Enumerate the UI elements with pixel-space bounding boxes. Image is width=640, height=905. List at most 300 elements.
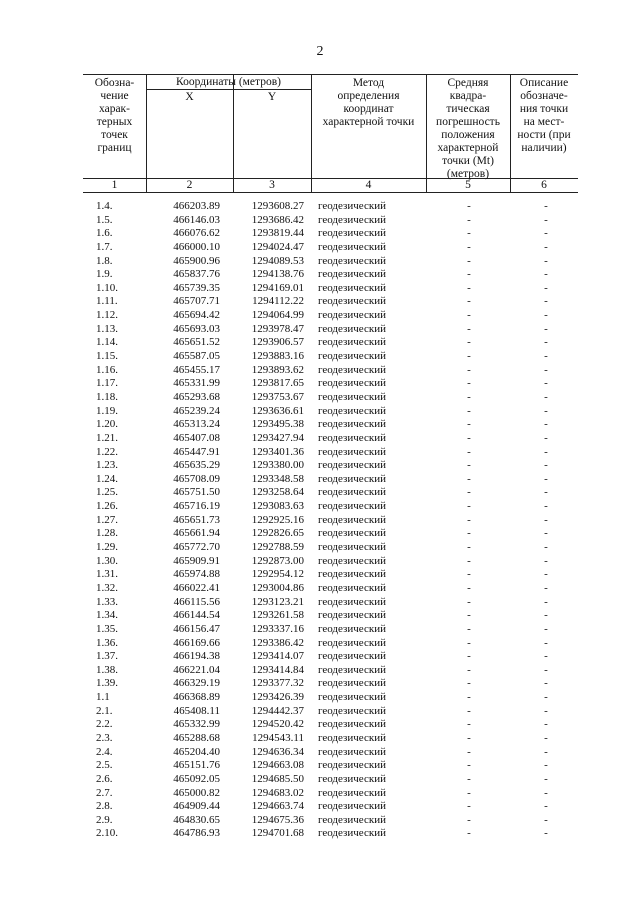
description-value: - bbox=[544, 527, 548, 540]
coord-x: 466194.38 bbox=[173, 650, 220, 663]
method: геодезический bbox=[318, 704, 386, 717]
coord-y: 1293401.36 bbox=[251, 445, 304, 458]
table-row bbox=[0, 282, 640, 296]
table-row bbox=[0, 609, 640, 623]
description-value: - bbox=[544, 609, 548, 622]
column-number: 4 bbox=[365, 179, 372, 191]
coord-y: 1293753.67 bbox=[251, 390, 304, 403]
table-row bbox=[0, 391, 640, 405]
point-id: 1.10. bbox=[96, 281, 118, 294]
point-id: 1.15. bbox=[96, 350, 118, 363]
coord-y: 1294663.08 bbox=[251, 759, 304, 772]
table-row bbox=[0, 473, 640, 487]
coord-y: 1292954.12 bbox=[251, 568, 304, 581]
table-row bbox=[0, 268, 640, 282]
coord-x: 464909.44 bbox=[173, 800, 220, 813]
method: геодезический bbox=[318, 581, 386, 594]
column-number: 1 bbox=[111, 179, 118, 191]
method: геодезический bbox=[318, 295, 386, 308]
point-id: 2.1. bbox=[96, 704, 113, 717]
error-value: - bbox=[467, 200, 471, 212]
table-row bbox=[0, 514, 640, 528]
coord-y: 1294636.34 bbox=[251, 745, 304, 758]
coord-x: 465447.91 bbox=[173, 445, 220, 458]
description-value: - bbox=[544, 636, 548, 649]
method: геодезический bbox=[318, 663, 386, 676]
method: геодезический bbox=[318, 322, 386, 335]
description-value: - bbox=[544, 200, 548, 212]
method: геодезический bbox=[318, 431, 386, 444]
coord-x: 465651.52 bbox=[173, 336, 220, 349]
coord-y: 1293426.39 bbox=[251, 691, 304, 704]
point-id: 1.12. bbox=[96, 309, 118, 322]
table-row bbox=[0, 800, 640, 814]
table-row bbox=[0, 227, 640, 241]
point-id: 1.9. bbox=[96, 268, 113, 281]
error-value: - bbox=[467, 827, 471, 840]
error-value: - bbox=[467, 404, 471, 417]
method: геодезический bbox=[318, 404, 386, 417]
error-value: - bbox=[467, 363, 471, 376]
coord-x: 465661.94 bbox=[173, 527, 220, 540]
coord-y: 1293817.65 bbox=[251, 377, 304, 390]
error-value: - bbox=[467, 772, 471, 785]
table-row bbox=[0, 200, 640, 214]
method: геодезический bbox=[318, 745, 386, 758]
description-value: - bbox=[544, 445, 548, 458]
table-row bbox=[0, 555, 640, 569]
coord-y: 1293906.57 bbox=[251, 336, 304, 349]
point-id: 1.25. bbox=[96, 486, 118, 499]
description-value: - bbox=[544, 254, 548, 267]
point-id: 2.5. bbox=[96, 759, 113, 772]
table-row bbox=[0, 718, 640, 732]
point-id: 1.20. bbox=[96, 418, 118, 431]
error-value: - bbox=[467, 254, 471, 267]
table-row bbox=[0, 405, 640, 419]
table-row bbox=[0, 787, 640, 801]
description-value: - bbox=[544, 677, 548, 690]
coord-x: 465772.70 bbox=[173, 541, 220, 554]
method: геодезический bbox=[318, 527, 386, 540]
error-value: - bbox=[467, 581, 471, 594]
header-method: Метод определения координат характерной точки bbox=[322, 77, 415, 128]
coord-y: 1293883.16 bbox=[251, 350, 304, 363]
method: геодезический bbox=[318, 377, 386, 390]
description-value: - bbox=[544, 513, 548, 526]
method: геодезический bbox=[318, 309, 386, 322]
error-value: - bbox=[467, 759, 471, 772]
description-value: - bbox=[544, 786, 548, 799]
point-id: 2.4. bbox=[96, 745, 113, 758]
column-number: 3 bbox=[269, 179, 275, 191]
method: геодезический bbox=[318, 486, 386, 499]
error-value: - bbox=[467, 718, 471, 731]
method: геодезический bbox=[318, 759, 386, 772]
coord-y: 1293893.62 bbox=[251, 363, 304, 376]
description-value: - bbox=[544, 309, 548, 322]
method: геодезический bbox=[318, 541, 386, 554]
coord-y: 1294701.68 bbox=[251, 827, 304, 840]
method: геодезический bbox=[318, 677, 386, 690]
coord-y: 1293819.44 bbox=[251, 227, 304, 240]
coord-x: 466000.10 bbox=[173, 240, 220, 253]
error-value: - bbox=[467, 377, 471, 390]
error-value: - bbox=[467, 486, 471, 499]
description-value: - bbox=[544, 554, 548, 567]
point-id: 1.21. bbox=[96, 431, 118, 444]
table-row bbox=[0, 323, 640, 337]
table-row bbox=[0, 309, 640, 323]
point-id: 1.31. bbox=[96, 568, 118, 581]
method: геодезический bbox=[318, 445, 386, 458]
error-value: - bbox=[467, 390, 471, 403]
table-row bbox=[0, 255, 640, 269]
method: геодезический bbox=[318, 595, 386, 608]
description-value: - bbox=[544, 827, 548, 840]
coord-y: 1294675.36 bbox=[251, 813, 304, 826]
coord-y: 1294089.53 bbox=[251, 254, 304, 267]
description-value: - bbox=[544, 745, 548, 758]
error-value: - bbox=[467, 622, 471, 635]
description-value: - bbox=[544, 336, 548, 349]
coord-x: 465909.91 bbox=[173, 554, 220, 567]
point-id: 1.39. bbox=[96, 677, 118, 690]
description-value: - bbox=[544, 295, 548, 308]
table-row bbox=[0, 677, 640, 691]
description-value: - bbox=[544, 650, 548, 663]
description-value: - bbox=[544, 813, 548, 826]
table-row bbox=[0, 827, 640, 841]
coord-x: 466203.89 bbox=[173, 200, 220, 212]
coord-y: 1293414.84 bbox=[251, 663, 304, 676]
description-value: - bbox=[544, 431, 548, 444]
coord-y: 1294024.47 bbox=[251, 240, 304, 253]
coord-x: 465694.42 bbox=[173, 309, 220, 322]
point-id: 2.7. bbox=[96, 786, 113, 799]
point-id: 2.10. bbox=[96, 827, 118, 840]
description-value: - bbox=[544, 459, 548, 472]
coord-x: 465407.08 bbox=[173, 431, 220, 444]
table-row bbox=[0, 459, 640, 473]
coord-y: 1294169.01 bbox=[251, 281, 304, 294]
error-value: - bbox=[467, 554, 471, 567]
table-row bbox=[0, 486, 640, 500]
method: геодезический bbox=[318, 254, 386, 267]
description-value: - bbox=[544, 500, 548, 513]
coord-y: 1293258.64 bbox=[251, 486, 304, 499]
error-value: - bbox=[467, 336, 471, 349]
coord-y: 1293978.47 bbox=[251, 322, 304, 335]
error-value: - bbox=[467, 691, 471, 704]
coord-y: 1293380.00 bbox=[251, 459, 304, 472]
method: геодезический bbox=[318, 622, 386, 635]
coord-x: 465151.76 bbox=[173, 759, 220, 772]
error-value: - bbox=[467, 786, 471, 799]
description-value: - bbox=[544, 581, 548, 594]
method: геодезический bbox=[318, 718, 386, 731]
description-value: - bbox=[544, 486, 548, 499]
coord-y: 1293608.27 bbox=[251, 200, 304, 212]
table-row bbox=[0, 664, 640, 678]
coord-y: 1293004.86 bbox=[251, 581, 304, 594]
table-row bbox=[0, 377, 640, 391]
coord-y: 1293123.21 bbox=[251, 595, 304, 608]
column-number: 6 bbox=[541, 179, 547, 191]
error-value: - bbox=[467, 800, 471, 813]
table-row bbox=[0, 814, 640, 828]
description-value: - bbox=[544, 718, 548, 731]
description-value: - bbox=[544, 663, 548, 676]
coord-x: 466022.41 bbox=[173, 581, 220, 594]
page-number: 2 bbox=[316, 44, 324, 59]
point-id: 1.11. bbox=[96, 295, 118, 308]
method: геодезический bbox=[318, 213, 386, 226]
error-value: - bbox=[467, 322, 471, 335]
description-value: - bbox=[544, 691, 548, 704]
method: геодезический bbox=[318, 500, 386, 513]
coord-x: 466329.19 bbox=[173, 677, 220, 690]
description-value: - bbox=[544, 350, 548, 363]
point-id: 1.22. bbox=[96, 445, 118, 458]
coord-y: 1294112.22 bbox=[252, 295, 304, 308]
coord-x: 465900.96 bbox=[173, 254, 220, 267]
error-value: - bbox=[467, 527, 471, 540]
method: геодезический bbox=[318, 636, 386, 649]
table-row bbox=[0, 446, 640, 460]
description-value: - bbox=[544, 731, 548, 744]
table-row bbox=[0, 527, 640, 541]
coord-y: 1294685.50 bbox=[251, 772, 304, 785]
coord-y: 1292826.65 bbox=[251, 527, 304, 540]
description-value: - bbox=[544, 227, 548, 240]
coord-x: 465751.50 bbox=[173, 486, 220, 499]
description-value: - bbox=[544, 377, 548, 390]
coord-x: 466169.66 bbox=[173, 636, 220, 649]
table-row bbox=[0, 746, 640, 760]
coord-x: 465204.40 bbox=[173, 745, 220, 758]
description-value: - bbox=[544, 772, 548, 785]
method: геодезический bbox=[318, 691, 386, 704]
description-value: - bbox=[544, 622, 548, 635]
coord-x: 465313.24 bbox=[173, 418, 220, 431]
coord-x: 465332.99 bbox=[173, 718, 220, 731]
point-id: 1.28. bbox=[96, 527, 118, 540]
coord-x: 465974.88 bbox=[173, 568, 220, 581]
coord-x: 466368.89 bbox=[173, 691, 220, 704]
coord-y: 1292788.59 bbox=[251, 541, 304, 554]
description-value: - bbox=[544, 704, 548, 717]
coord-y: 1293686.42 bbox=[251, 213, 304, 226]
coord-x: 465455.17 bbox=[173, 363, 220, 376]
method: геодезический bbox=[318, 390, 386, 403]
error-value: - bbox=[467, 445, 471, 458]
description-value: - bbox=[544, 472, 548, 485]
coord-x: 464830.65 bbox=[173, 813, 220, 826]
table-row bbox=[0, 623, 640, 637]
coords-group-underline bbox=[146, 89, 311, 90]
method: геодезический bbox=[318, 200, 386, 212]
table-body bbox=[0, 200, 640, 841]
point-id: 1.16. bbox=[96, 363, 118, 376]
method: геодезический bbox=[318, 281, 386, 294]
point-id: 1.37. bbox=[96, 650, 118, 663]
coord-x: 465293.68 bbox=[173, 390, 220, 403]
error-value: - bbox=[467, 513, 471, 526]
coord-y: 1292925.16 bbox=[251, 513, 304, 526]
description-value: - bbox=[544, 363, 548, 376]
coord-x: 465092.05 bbox=[173, 772, 220, 785]
table-row bbox=[0, 541, 640, 555]
error-value: - bbox=[467, 418, 471, 431]
coord-y: 1292873.00 bbox=[251, 554, 304, 567]
coord-x: 466076.62 bbox=[173, 227, 220, 240]
point-id: 1.5. bbox=[96, 213, 113, 226]
error-value: - bbox=[467, 459, 471, 472]
point-id: 1.34. bbox=[96, 609, 118, 622]
method: геодезический bbox=[318, 268, 386, 281]
table-row bbox=[0, 336, 640, 350]
point-id: 1.35. bbox=[96, 622, 118, 635]
table-row bbox=[0, 350, 640, 364]
description-value: - bbox=[544, 281, 548, 294]
method: геодезический bbox=[318, 800, 386, 813]
header-y: Y bbox=[267, 91, 277, 103]
point-id: 2.2. bbox=[96, 718, 113, 731]
error-value: - bbox=[467, 240, 471, 253]
description-value: - bbox=[544, 800, 548, 813]
coord-y: 1294138.76 bbox=[251, 268, 304, 281]
method: геодезический bbox=[318, 350, 386, 363]
coord-x: 465739.35 bbox=[173, 281, 220, 294]
coord-x: 465837.76 bbox=[173, 268, 220, 281]
error-value: - bbox=[467, 568, 471, 581]
method: геодезический bbox=[318, 513, 386, 526]
coord-x: 465408.11 bbox=[173, 704, 220, 717]
method: геодезический bbox=[318, 472, 386, 485]
coord-x: 466156.47 bbox=[173, 622, 220, 635]
coord-y: 1294520.42 bbox=[251, 718, 304, 731]
point-id: 2.9. bbox=[96, 813, 113, 826]
table-row bbox=[0, 759, 640, 773]
coord-x: 465635.29 bbox=[173, 459, 220, 472]
point-id: 1.36. bbox=[96, 636, 118, 649]
point-id: 1.27. bbox=[96, 513, 118, 526]
point-id: 1.38. bbox=[96, 663, 118, 676]
table-row bbox=[0, 418, 640, 432]
coord-x: 465716.19 bbox=[173, 500, 220, 513]
error-value: - bbox=[467, 731, 471, 744]
error-value: - bbox=[467, 472, 471, 485]
coord-y: 1293414.07 bbox=[251, 650, 304, 663]
table-row bbox=[0, 650, 640, 664]
error-value: - bbox=[467, 227, 471, 240]
error-value: - bbox=[467, 500, 471, 513]
point-id: 1.4. bbox=[96, 200, 113, 212]
table-row bbox=[0, 568, 640, 582]
error-value: - bbox=[467, 663, 471, 676]
table-row bbox=[0, 773, 640, 787]
error-value: - bbox=[467, 677, 471, 690]
coord-y: 1293427.94 bbox=[251, 431, 304, 444]
method: геодезический bbox=[318, 568, 386, 581]
coord-y: 1293377.32 bbox=[251, 677, 304, 690]
coord-y: 1294064.99 bbox=[251, 309, 304, 322]
description-value: - bbox=[544, 759, 548, 772]
table-row bbox=[0, 214, 640, 228]
method: геодезический bbox=[318, 240, 386, 253]
point-id: 1.32. bbox=[96, 581, 118, 594]
point-id: 1.24. bbox=[96, 472, 118, 485]
table-row bbox=[0, 732, 640, 746]
point-id: 1.8. bbox=[96, 254, 113, 267]
table-row bbox=[0, 705, 640, 719]
header-designation: Обозна- чение харак- терных точек границ bbox=[94, 77, 135, 154]
point-id: 1.19. bbox=[96, 404, 118, 417]
description-value: - bbox=[544, 404, 548, 417]
point-id: 1.23. bbox=[96, 459, 118, 472]
point-id: 1.18. bbox=[96, 390, 118, 403]
method: геодезический bbox=[318, 459, 386, 472]
method: геодезический bbox=[318, 772, 386, 785]
coord-x: 465651.73 bbox=[173, 513, 220, 526]
error-value: - bbox=[467, 813, 471, 826]
coord-y: 1293495.38 bbox=[251, 418, 304, 431]
error-value: - bbox=[467, 213, 471, 226]
description-value: - bbox=[544, 268, 548, 281]
coord-x: 466221.04 bbox=[173, 663, 220, 676]
table-row bbox=[0, 691, 640, 705]
point-id: 1.1 bbox=[96, 691, 110, 704]
coord-x: 465707.71 bbox=[173, 295, 220, 308]
coord-y: 1293337.16 bbox=[251, 622, 304, 635]
description-value: - bbox=[544, 390, 548, 403]
method: геодезический bbox=[318, 650, 386, 663]
column-number: 5 bbox=[465, 179, 471, 191]
point-id: 1.6. bbox=[96, 227, 113, 240]
coord-x: 465693.03 bbox=[173, 322, 220, 335]
error-value: - bbox=[467, 609, 471, 622]
coord-y: 1294663.74 bbox=[251, 800, 304, 813]
error-value: - bbox=[467, 295, 471, 308]
table-row bbox=[0, 637, 640, 651]
header-description: Описание обозначе- ния точки на мест- ности (при наличии) bbox=[517, 77, 571, 154]
header-error: Средняя квадра- тическая погрешность положения характерной точки (Mt) (метров) bbox=[436, 77, 500, 180]
point-id: 2.3. bbox=[96, 731, 113, 744]
error-value: - bbox=[467, 636, 471, 649]
error-value: - bbox=[467, 431, 471, 444]
method: геодезический bbox=[318, 227, 386, 240]
coord-x: 466115.56 bbox=[173, 595, 220, 608]
method: геодезический bbox=[318, 336, 386, 349]
error-value: - bbox=[467, 350, 471, 363]
coord-x: 465239.24 bbox=[173, 404, 220, 417]
method: геодезический bbox=[318, 731, 386, 744]
error-value: - bbox=[467, 650, 471, 663]
coord-y: 1293261.58 bbox=[251, 609, 304, 622]
error-value: - bbox=[467, 704, 471, 717]
header-x: X bbox=[185, 91, 194, 103]
error-value: - bbox=[467, 595, 471, 608]
point-id: 1.26. bbox=[96, 500, 118, 513]
error-value: - bbox=[467, 281, 471, 294]
point-id: 1.33. bbox=[96, 595, 118, 608]
coord-x: 465587.05 bbox=[173, 350, 220, 363]
method: геодезический bbox=[318, 827, 386, 840]
method: геодезический bbox=[318, 554, 386, 567]
description-value: - bbox=[544, 322, 548, 335]
method: геодезический bbox=[318, 418, 386, 431]
